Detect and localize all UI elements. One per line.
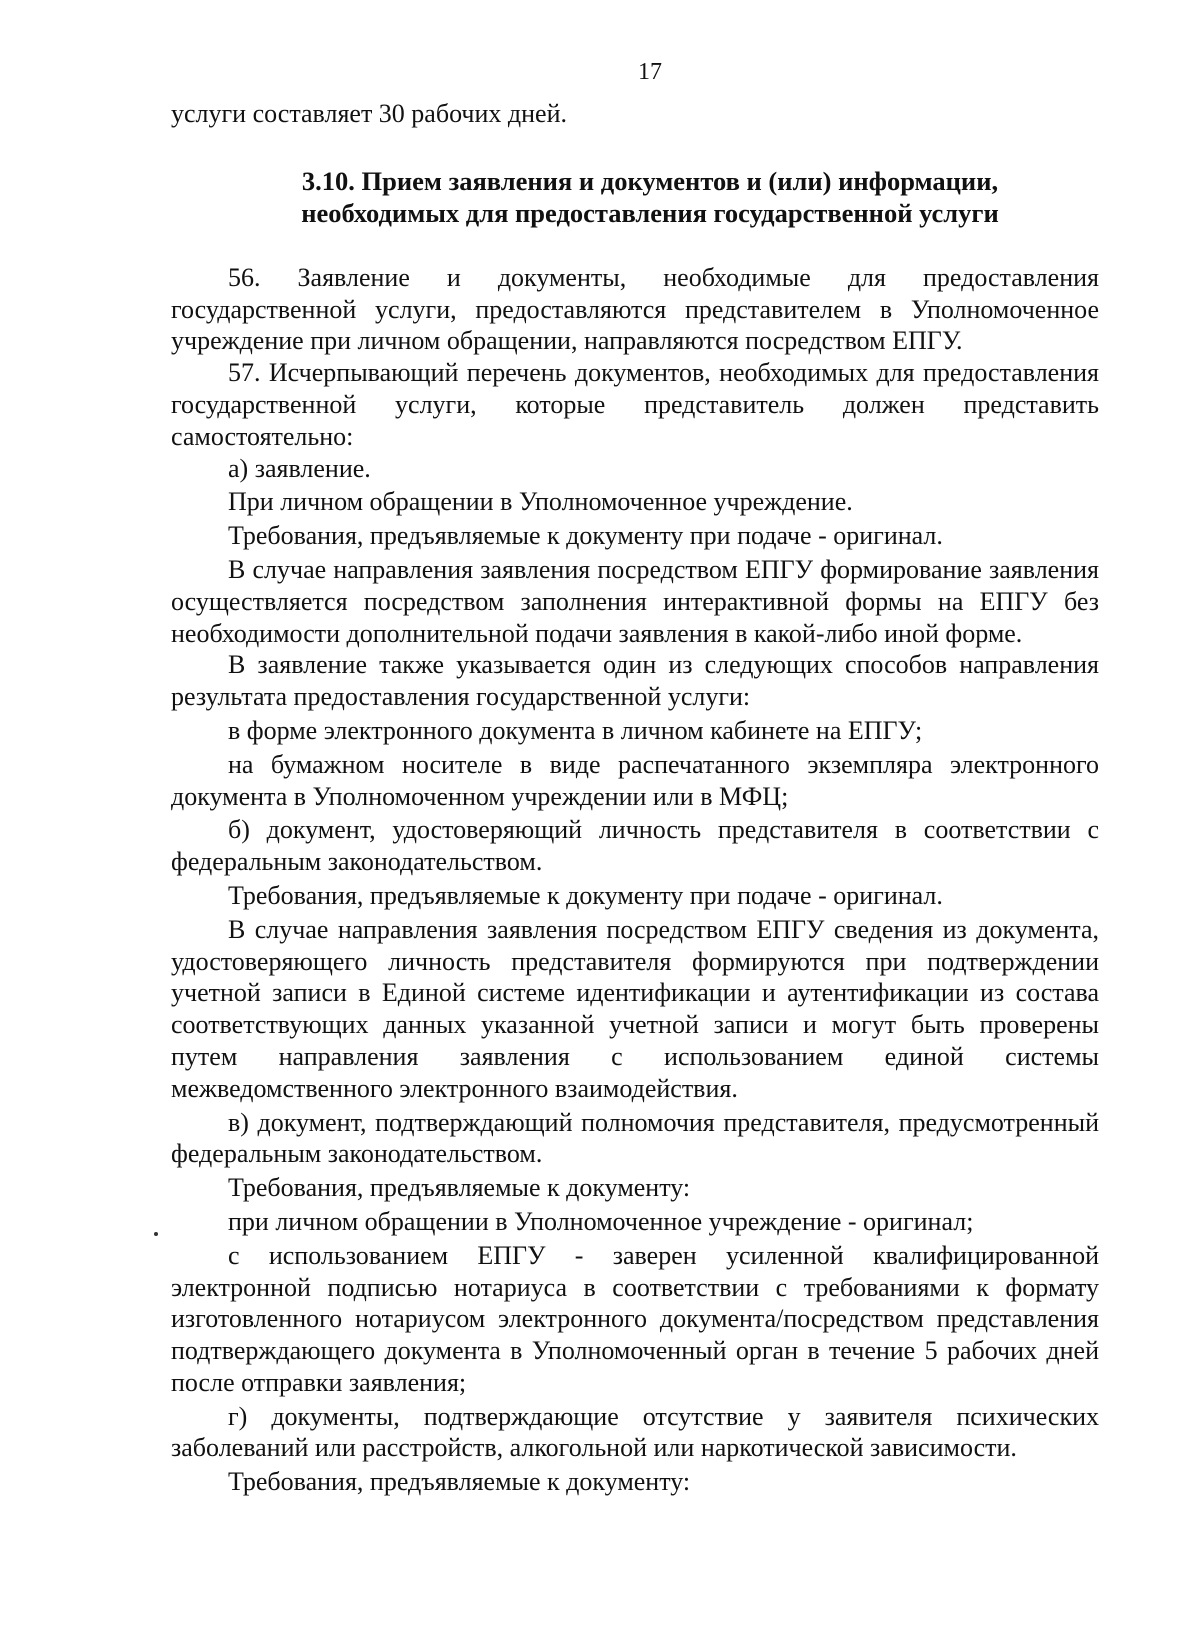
scan-speck	[154, 1232, 158, 1236]
paragraph: В случае направления заявления посредством ЕПГУ формирование заявления осуществляется посредством заполнения интерактивной формы на ЕПГУ без необходимости дополнительной подачи заявления в какой-либо иной форме.	[171, 554, 1099, 648]
paragraph: В заявление также указывается один из следующих способов направления результата предоставления государственной услуги:	[171, 650, 1099, 712]
paragraph-56: 56. Заявление и документы, необходимые для предоставления государственной услуги, предоставляются представителем в Уполномоченное учреждение при личном обращении, направляются посредством ЕПГУ.	[171, 262, 1099, 356]
requirements-line: Требования, предъявляемые к документу при подаче - оригинал.	[228, 880, 943, 910]
section-heading-line-2: необходимых для предоставления государственной услуги	[301, 197, 999, 228]
paragraph: При личном обращении в Уполномоченное учреждение.	[228, 487, 853, 517]
item-a: а) заявление.	[228, 453, 371, 483]
paragraph-57: 57. Исчерпывающий перечень документов, необходимых для предоставления государственной услуги, которые представитель должен представить самостоятельно:	[171, 358, 1099, 451]
requirements-line: Требования, предъявляемые к документу:	[228, 1467, 691, 1497]
list-item: на бумажном носителе в виде распечатанного экземпляра электронного документа в Уполномоченном учреждении или в МФЦ;	[171, 749, 1099, 811]
section-heading	[171, 165, 1099, 229]
page-number: 17	[638, 59, 662, 85]
item-g: г) документы, подтверждающие отсутствие у заявителя психических заболеваний или расстройств, алкогольной или наркотической зависимости.	[171, 1401, 1099, 1463]
intro-line: услуги составляет 30 рабочих дней.	[171, 99, 567, 128]
list-item: с использованием ЕПГУ - заверен усиленной квалифицированной электронной подписью нотариуса в соответствии с требованиями к формату изготовленного нотариусом электронного документа/посредством представления подтверждающего документа в Уполномоченный орган в течение 5 рабочих дней после отправки заявления;	[171, 1240, 1099, 1397]
section-heading-line-1: 3.10. Прием заявления и документов и (или) информации,	[301, 165, 999, 196]
item-v: в) документ, подтверждающий полномочия представителя, предусмотренный федеральным законодательством.	[171, 1107, 1099, 1169]
requirements-line: Требования, предъявляемые к документу при подаче - оригинал.	[228, 521, 943, 551]
document-body	[171, 98, 1099, 1498]
requirements-line: Требования, предъявляемые к документу:	[228, 1173, 691, 1203]
list-item: в форме электронного документа в личном кабинете на ЕПГУ;	[228, 715, 923, 745]
item-b: б) документ, удостоверяющий личность представителя в соответствии с федеральным законодательством.	[171, 815, 1099, 877]
list-item: при личном обращении в Уполномоченное учреждение - оригинал;	[228, 1206, 974, 1236]
paragraph: В случае направления заявления посредством ЕПГУ сведения из документа, удостоверяющего личность представителя формируются при подтверждении учетной записи в Единой системе идентификации и аутентификации из состава соответствующих данных указанной учетной записи и могут быть проверены путем направления заявления с использованием единой системы межведомственного электронного взаимодействия.	[171, 914, 1099, 1103]
